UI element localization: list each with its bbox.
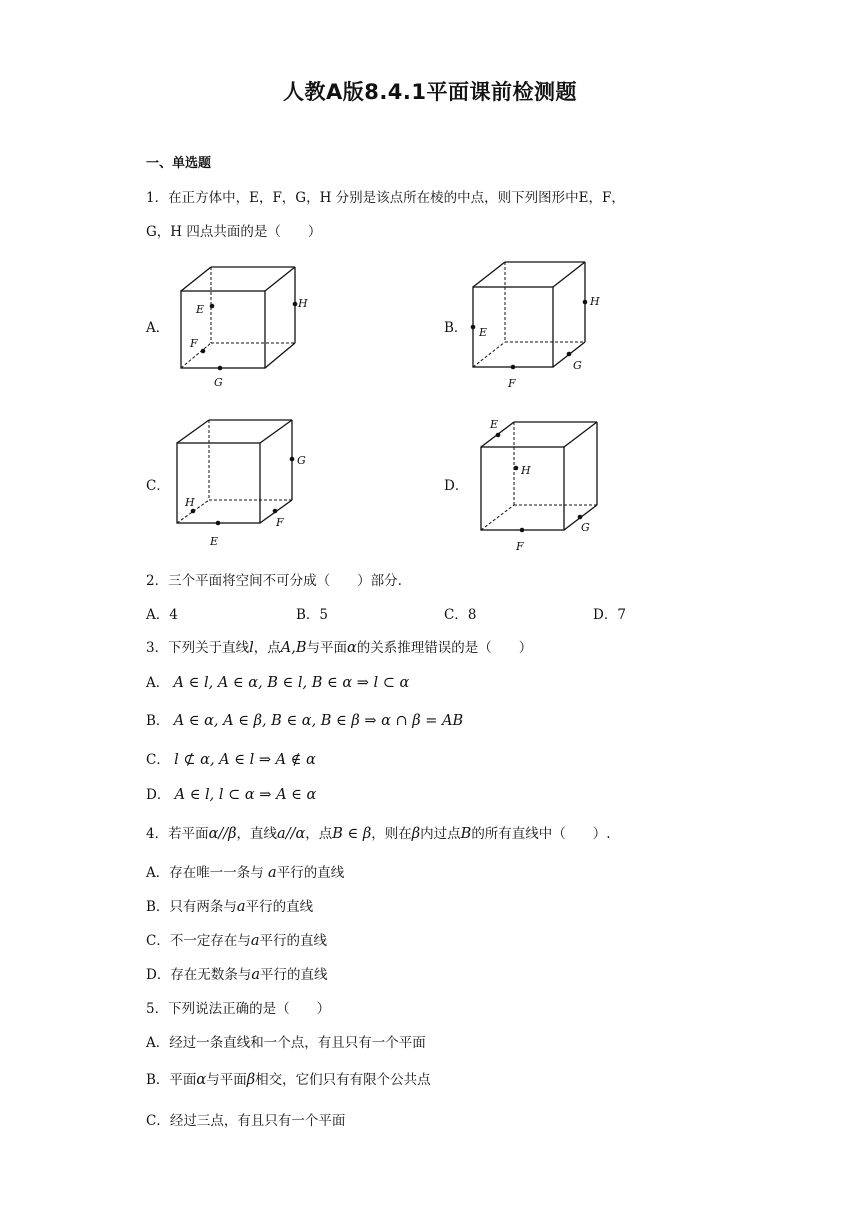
point-g: G <box>573 359 582 372</box>
q1-figure-b <box>468 258 613 393</box>
point-e: E <box>490 418 499 431</box>
q2-options <box>0 603 860 623</box>
q4-stem <box>146 822 611 842</box>
q4-option-text: 平行的直线 <box>276 865 345 881</box>
q4-expr: B ∈ β <box>332 826 372 842</box>
q4-option-d <box>146 963 327 983</box>
point-e: E <box>196 303 205 316</box>
q4-option-text: A．存在唯一一条与 <box>146 865 269 881</box>
q4-var-a: a <box>236 899 246 915</box>
q3-option-label: D． <box>146 787 171 803</box>
q2-option-a: A．4 <box>146 607 178 623</box>
q3-option-label: C． <box>146 752 170 768</box>
point-f: F <box>508 377 516 390</box>
q2-stem: 2．三个平面将空间不可分成（ ）部分. <box>146 573 402 589</box>
q5-option-b <box>146 1068 431 1088</box>
q3-option-a <box>146 671 409 691</box>
point-g: G <box>297 454 306 467</box>
q1-stem-line1: 1．在正方体中，E，F，G，H 分别是该点所在棱的中点，则下列图形中E，F， <box>146 190 625 206</box>
section-heading: 一、单选题 <box>146 156 212 171</box>
q4-option-c <box>146 929 327 949</box>
q5-option-text: 相交，它们只有有限个公共点 <box>255 1072 431 1088</box>
q3-stem <box>146 636 532 656</box>
q3-stem-text: ，点 <box>253 640 281 656</box>
q4-option-text: 平行的直线 <box>259 933 327 949</box>
q1-option-c-label: C． <box>146 478 170 494</box>
q4-option-text: D．存在无数条与 <box>146 967 252 983</box>
q1-stem-line2: G，H 四点共面的是（ ） <box>146 224 322 240</box>
q4-stem-text: ，点 <box>305 826 333 842</box>
point-e: E <box>210 535 219 548</box>
q3-option-d <box>146 783 316 803</box>
q1-figure-c <box>172 416 322 551</box>
q2-option-c: C．8 <box>444 607 477 623</box>
q1-figure-d <box>476 412 621 557</box>
q4-stem-text: 内过点 <box>420 826 461 842</box>
q4-option-text: B．只有两条与 <box>146 899 237 915</box>
point-g: G <box>581 521 590 534</box>
page-title: 人教A版8.4.1平面课前检测题 <box>282 80 578 104</box>
point-h: H <box>590 295 600 308</box>
q3-option-c <box>146 748 316 768</box>
q3-stem-text: 与平面 <box>306 640 347 656</box>
point-e: E <box>479 326 488 339</box>
q5-stem: 5．下列说法正确的是（ ） <box>146 1001 331 1017</box>
q4-stem-text: 4．若平面 <box>146 826 209 842</box>
q4-option-text: C．不一定存在与 <box>146 933 251 949</box>
q5-option-a: A．经过一条直线和一个点，有且只有一个平面 <box>146 1035 426 1051</box>
point-h: H <box>185 496 195 509</box>
q4-option-text: 平行的直线 <box>245 899 314 915</box>
point-h: H <box>298 297 308 310</box>
q4-var-a: a <box>250 933 260 949</box>
q2-option-b: B．5 <box>296 607 329 623</box>
q4-stem-text: ，则在 <box>371 826 412 842</box>
q1-option-b-label: B． <box>444 320 468 336</box>
q5-option-text: 与平面 <box>206 1072 247 1088</box>
q3-stem-text: 3．下列关于直线 <box>146 640 250 656</box>
q2-option-d: D．7 <box>593 607 626 623</box>
q5-option-c: C．经过三点，有且只有一个平面 <box>146 1113 346 1129</box>
q3-var-l: l <box>249 640 254 656</box>
q4-expr: a//α <box>277 826 306 842</box>
point-h: H <box>521 464 531 477</box>
q4-stem-text: ，直线 <box>236 826 278 842</box>
q5-option-text: B．平面 <box>146 1072 197 1088</box>
q3-option-expr: A ∈ α, A ∈ β, B ∈ α, B ∈ β ⇒ α ∩ β = AB <box>173 713 464 729</box>
point-f: F <box>516 540 524 553</box>
q1-figure-a <box>176 262 316 392</box>
q4-option-b <box>146 895 313 915</box>
q4-expr: B <box>460 826 472 842</box>
q3-stem-text: 的关系推理错误的是（ ） <box>356 640 533 656</box>
q5-var-alpha: α <box>196 1072 207 1088</box>
point-g: G <box>214 376 223 389</box>
q3-var-ab: A,B <box>280 640 307 656</box>
q4-option-a <box>146 861 344 881</box>
q3-option-label: A． <box>146 675 170 691</box>
q4-stem-text: 的所有直线中（ ）. <box>471 826 611 842</box>
q3-option-b <box>146 709 463 729</box>
point-f: F <box>276 516 284 529</box>
q4-var-a: a <box>268 865 277 881</box>
q1-option-a-label: A． <box>146 320 170 336</box>
q4-expr: α//β <box>208 826 237 842</box>
q5-var-beta: β <box>246 1072 256 1088</box>
point-f: F <box>190 337 198 350</box>
q3-option-label: B． <box>146 713 170 729</box>
q4-var-a: a <box>251 967 260 983</box>
q3-option-expr: A ∈ l, A ∈ α, B ∈ l, B ∈ α ⇒ l ⊂ α <box>173 675 410 691</box>
q4-option-text: 平行的直线 <box>259 967 328 983</box>
q1-option-d-label: D． <box>444 478 469 494</box>
q3-var-alpha: α <box>346 640 357 656</box>
q4-expr: β <box>411 826 421 842</box>
q3-option-expr: l ⊄ α, A ∈ l ⇒ A ∉ α <box>174 752 316 768</box>
q3-option-expr: A ∈ l, l ⊂ α ⇒ A ∈ α <box>174 787 317 803</box>
